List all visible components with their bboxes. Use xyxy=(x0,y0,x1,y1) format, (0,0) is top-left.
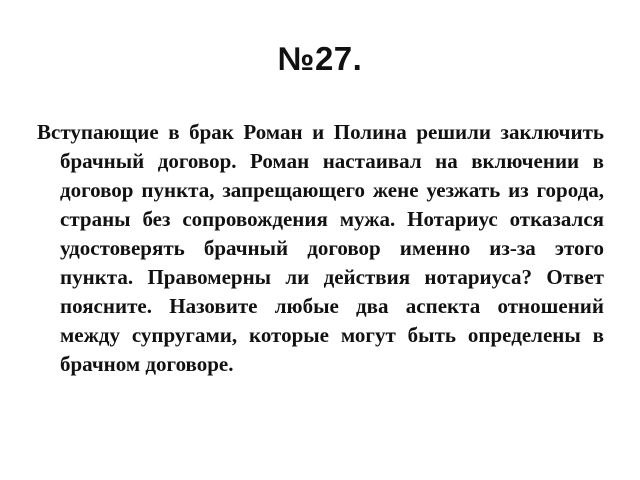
task-text: Вступающие в брак Роман и Полина решили заключить брачный договор. Роман настаивал на включении в договор пункта, запрещающего жене уезжать из города, страны без сопровождения мужа. Нотариус отказался удостоверять брачный договор именно из-за этого пункта. Правомерны ли действия нотариуса? Ответ поясните. Назовите любые два аспекта отношений между супругами, которые могут быть определены в брачном договоре. xyxy=(37,120,604,376)
task-number-title: №27. xyxy=(277,40,363,77)
task-paragraph xyxy=(37,118,604,379)
